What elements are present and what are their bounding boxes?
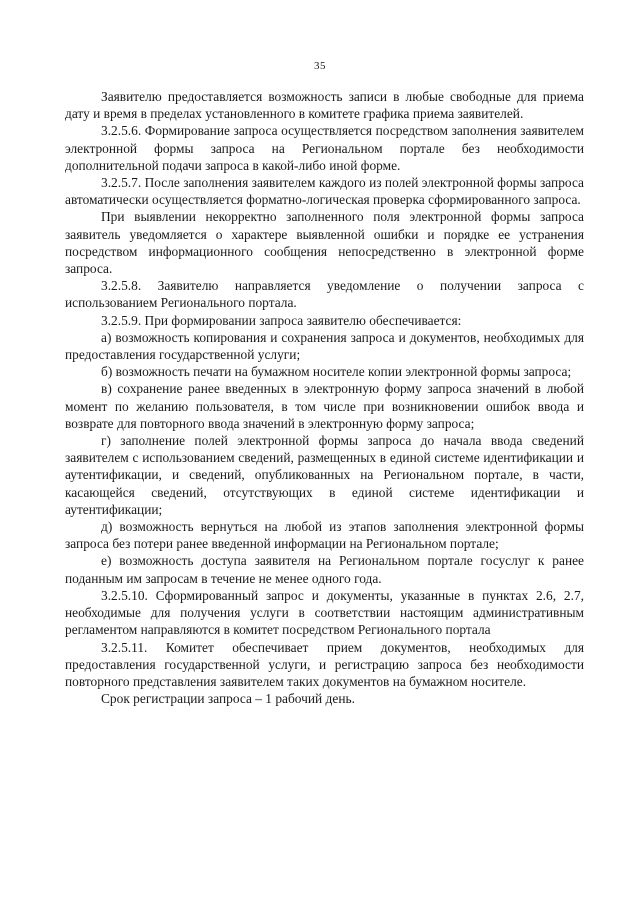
list-item-d: д) возможность вернуться на любой из этапов заполнения электронной формы запроса без потери ранее введенной информации на Региональном портале;: [65, 519, 584, 552]
list-item-e: е) возможность доступа заявителя на Региональном портале госуслуг к ранее поданным им запросам в течение не менее одного года.: [65, 553, 584, 586]
list-item-a: а) возможность копирования и сохранения запроса и документов, необходимых для предоставления государственной услуги;: [65, 329, 584, 363]
paragraph-3-2-5-7: 3.2.5.7. После заполнения заявителем каждого из полей электронной формы запроса автоматически осуществляется форматно-логическая проверка сформированного запроса.: [65, 175, 584, 208]
paragraph-3-2-5-10: 3.2.5.10. Сформированный запрос и документы, указанные в пунктах 2.6, 2.7, необходимые для получения услуги в соответствии настоящим административным регламентом направляются в комитет посредством Регионального портала: [65, 587, 584, 638]
list-item-v: в) сохранение ранее введенных в электронную форму запроса значений в любой момент по желанию пользователя, в том числе при возникновении ошибок ввода и возврате для повторного ввода значений в электронную форму запроса;: [65, 381, 584, 431]
list-item-b: б) возможность печати на бумажном носителе копии электронной формы запроса;: [101, 364, 572, 380]
paragraph-3-2-5-8: 3.2.5.8. Заявителю направляется уведомление о получении запроса с использованием Регионального портала.: [65, 278, 584, 311]
paragraph-3-2-5-9: 3.2.5.9. При формировании запроса заявителю обеспечивается:: [101, 312, 462, 328]
paragraph-appointment: Заявителю предоставляется возможность записи в любые свободные для приема дату и время в пределах установленного в комитете графика приема заявителей.: [65, 89, 584, 122]
list-item-g: г) заполнение полей электронной формы запроса до начала ввода сведений заявителем с использованием сведений, размещенных в единой системе идентификации и аутентификации, и сведений, опубликованных на Региональном портале, в части, касающейся сведений, отсутствующих в единой системе идентификации и аутентификации;: [65, 433, 584, 517]
paragraph-3-2-5-11: 3.2.5.11. Комитет обеспечивает прием документов, необходимых для предоставления государственной услуги, и регистрацию запроса без необходимости повторного представления заявителем таких документов на бумажном носителе.: [65, 639, 584, 689]
document-body: [65, 88, 584, 707]
paragraph-registration-term: Срок регистрации запроса – 1 рабочий день.: [101, 691, 355, 707]
paragraph-3-2-5-6: 3.2.5.6. Формирование запроса осуществляется посредством заполнения заявителем электронной формы запроса на Региональном портале без необходимости дополнительной подачи запроса в какой-либо иной форме.: [65, 123, 584, 173]
paragraph-error-notice: При выявлении некорректно заполненного поля электронной формы запроса заявитель уведомляется о характере выявленной ошибки и порядке ее устранения посредством информационного сообщения непосредственно в электронной форме запроса.: [65, 209, 584, 277]
page-number: 35: [314, 60, 326, 72]
